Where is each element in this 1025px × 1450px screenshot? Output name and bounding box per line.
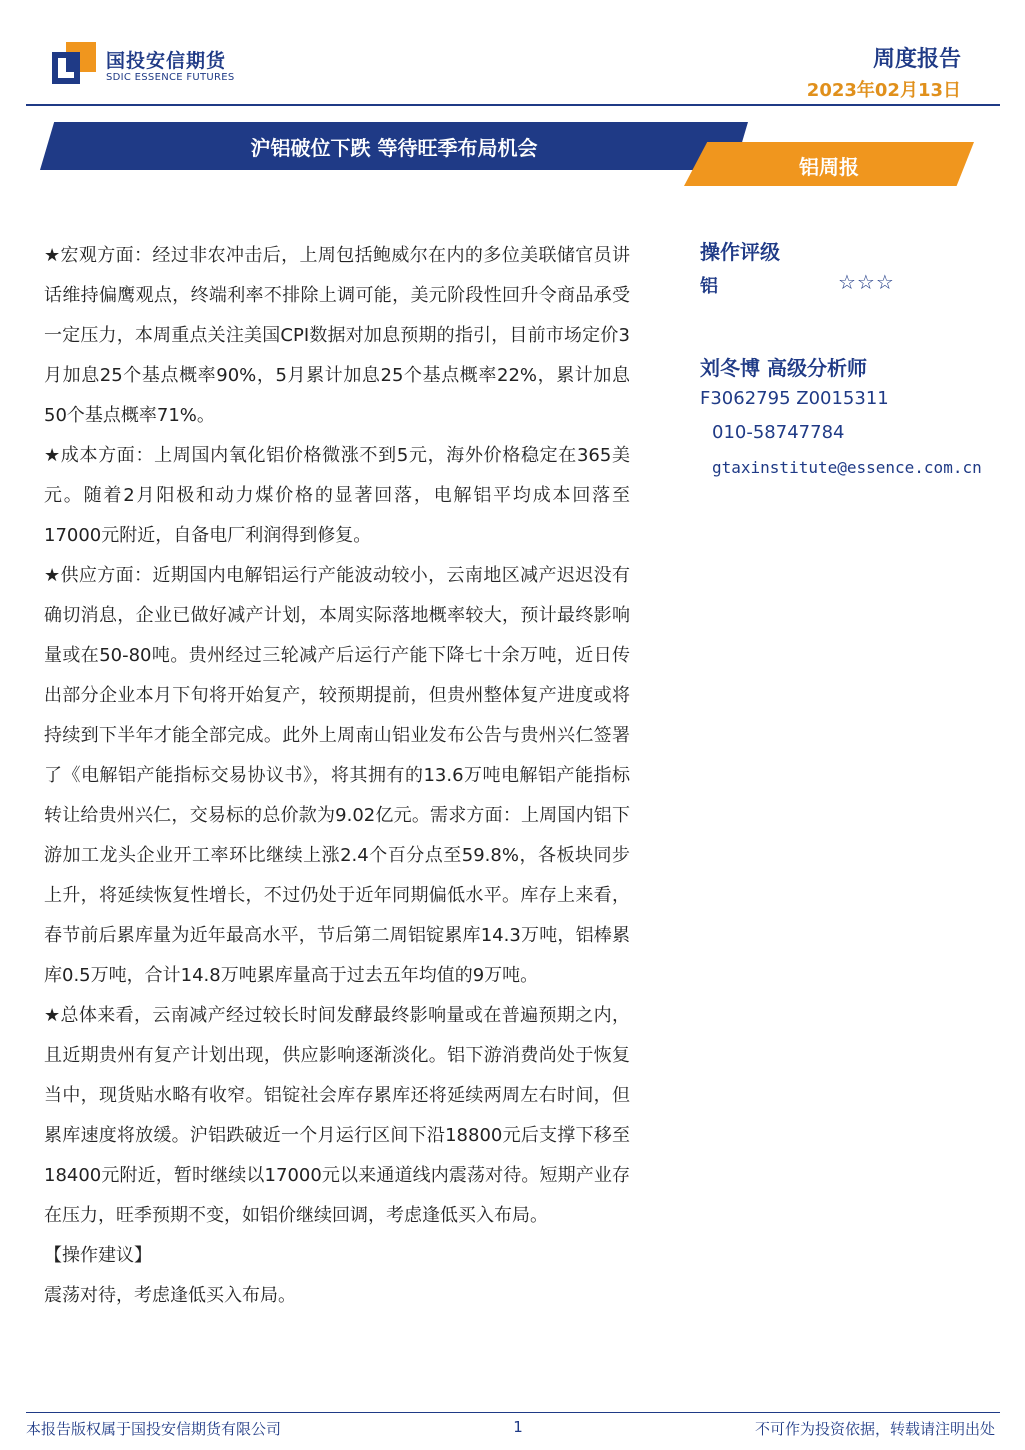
report-body xyxy=(44,236,630,1316)
logo-text-en: SDIC ESSENCE FUTURES xyxy=(106,72,235,83)
footer-disclaimer: 不可作为投资依据，转载请注明出处 xyxy=(754,1420,995,1438)
analyst-email: gtaxinstitute@essence.com.cn xyxy=(712,458,982,477)
footer-divider xyxy=(26,1412,1000,1413)
rating-stars-icon: ☆☆☆ xyxy=(838,270,895,294)
footer-copyright: 本报告版权属于国投安信期货有限公司 xyxy=(26,1420,282,1438)
company-logo xyxy=(52,40,252,90)
report-title: 沪铝破位下跌 等待旺季布局机会 xyxy=(250,136,538,160)
page-number: 1 xyxy=(513,1418,523,1436)
macro-paragraph: ★宏观方面：经过非农冲击后，上周包括鲍威尔在内的多位美联储官员讲话维持偏鹰观点，终端利率不排除上调可能，美元阶段性回升令商品承受一定压力，本周重点关注美国CPI数据对加息预期的指引，目前市场定价3月加息25个基点概率90%，5月累计加息25个基点概率22%，累计加息50个基点概率71%。 xyxy=(44,245,630,426)
header-divider xyxy=(26,104,1000,106)
cost-paragraph: ★成本方面：上周国内氧化铝价格微涨不到5元，海外价格稳定在365美元。随着2月阳极和动力煤价格的显著回落，电解铝平均成本回落至17000元附近，自备电厂利润得到修复。 xyxy=(44,445,630,546)
summary-paragraph: ★总体来看，云南减产经过较长时间发酵最终影响量或在普遍预期之内，且近期贵州有复产计划出现，供应影响逐渐淡化。铝下游消费尚处于恢复当中，现货贴水略有收窄。铝锭社会库存累库还将延续两周左右时间，但累库速度将放缓。沪铝跌破近一个月运行区间下沿18800元后支撑下移至18400元附近，暂时继续以17000元以来通道线内震荡对待。短期产业存在压力，旺季预期不变，如铝价继续回调，考虑逢低买入布局。 xyxy=(44,1005,630,1226)
analyst-name: 刘冬博 高级分析师 xyxy=(700,356,867,380)
advice-paragraph: 震荡对待，考虑逢低买入布局。 xyxy=(44,1285,296,1306)
advice-heading: 【操作建议】 xyxy=(44,1245,152,1266)
rating-title: 操作评级 xyxy=(700,240,780,264)
report-date: 2023年02月13日 xyxy=(806,80,961,101)
logo-mark-icon xyxy=(52,42,96,86)
supply-paragraph: ★供应方面：近期国内电解铝运行产能波动较小，云南地区减产迟迟没有确切消息，企业已做好减产计划，本周实际落地概率较大，预计最终影响量或在50-80吨。贵州经过三轮减产后运行产能下降七十余万吨，近日传出部分企业本月下旬将开始复产，较预期提前，但贵州整体复产进度或将持续到下半年才能全部完成。此外上周南山铝业发布公告与贵州兴仁签署了《电解铝产能指标交易协议书》，将其拥有的13.6万吨电解铝产能指标转让给贵州兴仁，交易标的总价款为9.02亿元。需求方面：上周国内铝下游加工龙头企业开工率环比继续上涨2.4个百分点至59.8%，各板块同步上升，将延续恢复性增长，不过仍处于近年同期偏低水平。库存上来看，春节前后累库量为近年最高水平，节后第二周铝锭累库14.3万吨，铝棒累库0.5万吨，合计14.8万吨累库量高于过去五年均值的9万吨。 xyxy=(44,565,630,986)
analyst-license: F3062795 Z0015311 xyxy=(700,388,889,409)
report-tag: 铝周报 xyxy=(799,155,859,179)
report-type: 周度报告 xyxy=(872,47,961,72)
rating-metal: 铝 xyxy=(700,276,718,297)
analyst-phone: 010-58747784 xyxy=(712,422,845,443)
logo-text-cn: 国投安信期货 xyxy=(106,50,227,72)
